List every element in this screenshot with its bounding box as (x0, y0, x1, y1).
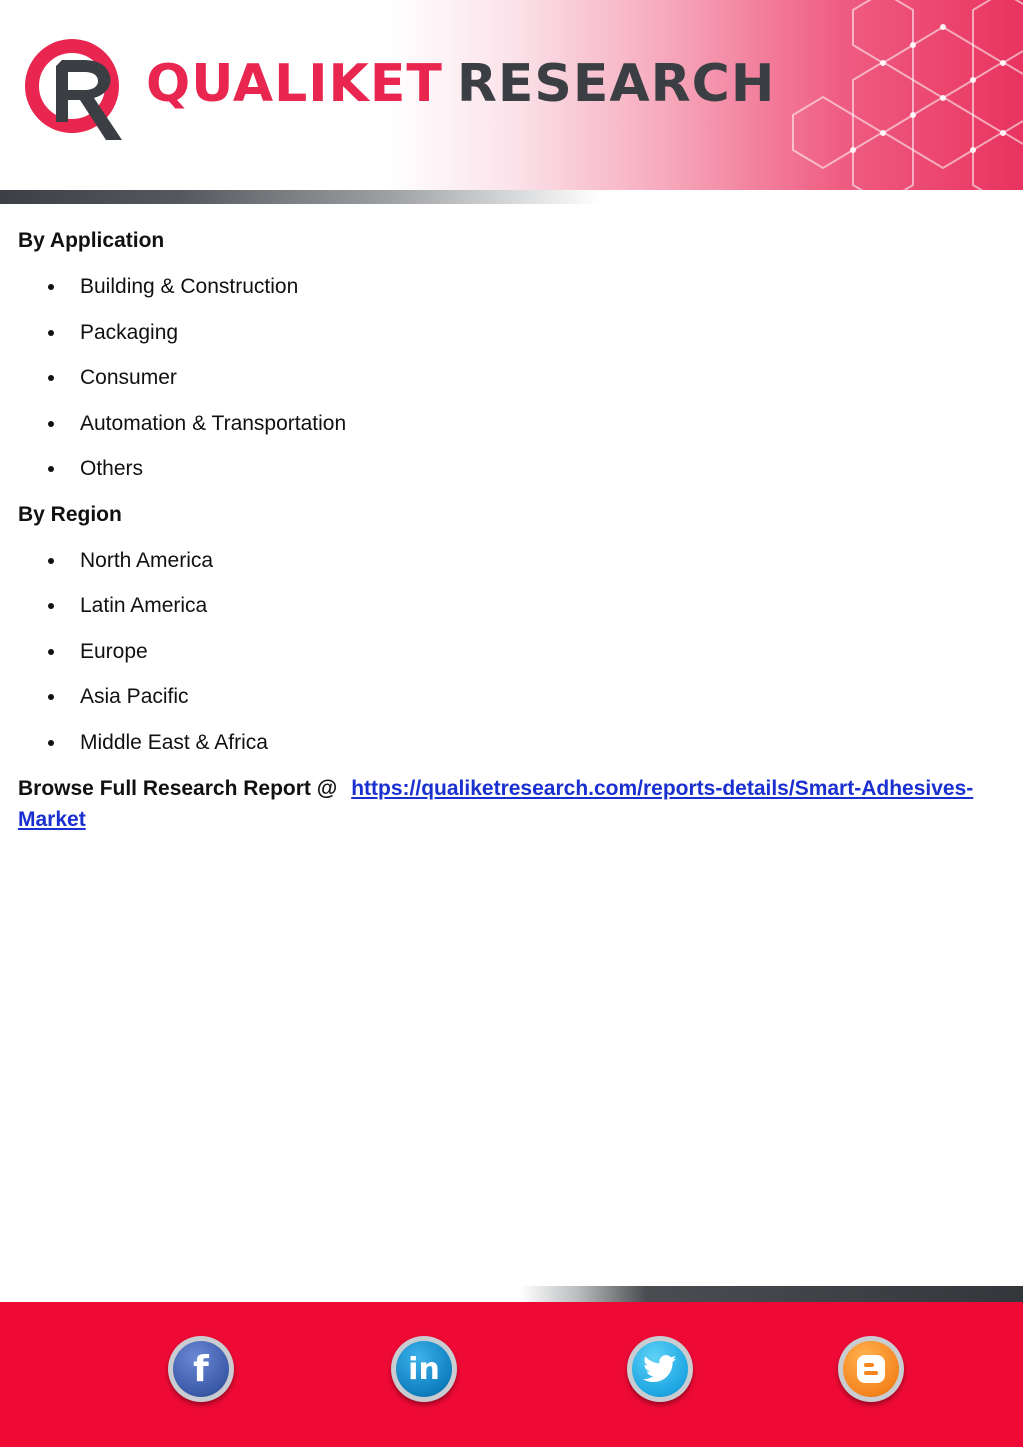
logo-wordmark (146, 54, 776, 114)
list-item (18, 728, 998, 758)
list-item-label: North America (80, 548, 214, 572)
document-body (18, 226, 998, 835)
list-item-label: Automation & Transportation (80, 411, 347, 435)
blogger-button[interactable] (838, 1336, 904, 1402)
report-link[interactable]: https://qualiketresearch.com/reports-details/Smart-Adhesives-Market (18, 777, 974, 831)
list-item-label: Latin America (80, 594, 208, 617)
linkedin-icon: in (396, 1341, 452, 1397)
browse-label: Browse Full Research Report @ (18, 777, 338, 800)
bullet-icon (48, 740, 54, 746)
browse-report-line (18, 773, 998, 835)
blogger-icon (843, 1341, 899, 1397)
logo-icon (22, 36, 134, 148)
region-heading: By Region (18, 502, 122, 526)
bullet-icon (48, 421, 54, 427)
header-divider-bar (0, 190, 600, 204)
logo-word-research: RESEARCH (456, 54, 776, 114)
list-item-label: Building & Construction (80, 275, 299, 298)
bullet-icon (48, 694, 54, 700)
list-item-label: Packaging (80, 320, 179, 344)
list-item (18, 591, 998, 621)
logo-word-qualiket: QUALIKET (146, 54, 443, 114)
bullet-icon (48, 603, 54, 609)
list-item (18, 409, 998, 439)
list-item (18, 272, 998, 302)
bullet-icon (48, 330, 54, 336)
facebook-icon: f (173, 1341, 229, 1397)
list-item-label: Europe (80, 639, 148, 663)
facebook-button[interactable] (168, 1336, 234, 1402)
list-item (18, 546, 998, 576)
list-item (18, 454, 998, 484)
bullet-icon (48, 649, 54, 655)
footer (0, 1302, 1023, 1447)
list-item-label: Middle East & Africa (80, 730, 268, 754)
bullet-icon (48, 284, 54, 290)
list-item-label: Asia Pacific (80, 685, 189, 708)
linkedin-button[interactable] (391, 1336, 457, 1402)
twitter-icon (632, 1341, 688, 1397)
twitter-button[interactable] (627, 1336, 693, 1402)
region-list (18, 546, 998, 758)
bullet-icon (48, 558, 54, 564)
list-item (18, 637, 998, 667)
footer-divider-bar (520, 1286, 1023, 1302)
application-list (18, 272, 998, 484)
header-banner (0, 0, 1023, 190)
list-item-label: Others (80, 457, 144, 480)
list-item (18, 363, 998, 393)
bullet-icon (48, 466, 54, 472)
list-item (18, 682, 998, 712)
bullet-icon (48, 375, 54, 381)
list-item-label: Consumer (80, 366, 177, 389)
list-item (18, 318, 998, 348)
application-heading: By Application (18, 229, 165, 252)
